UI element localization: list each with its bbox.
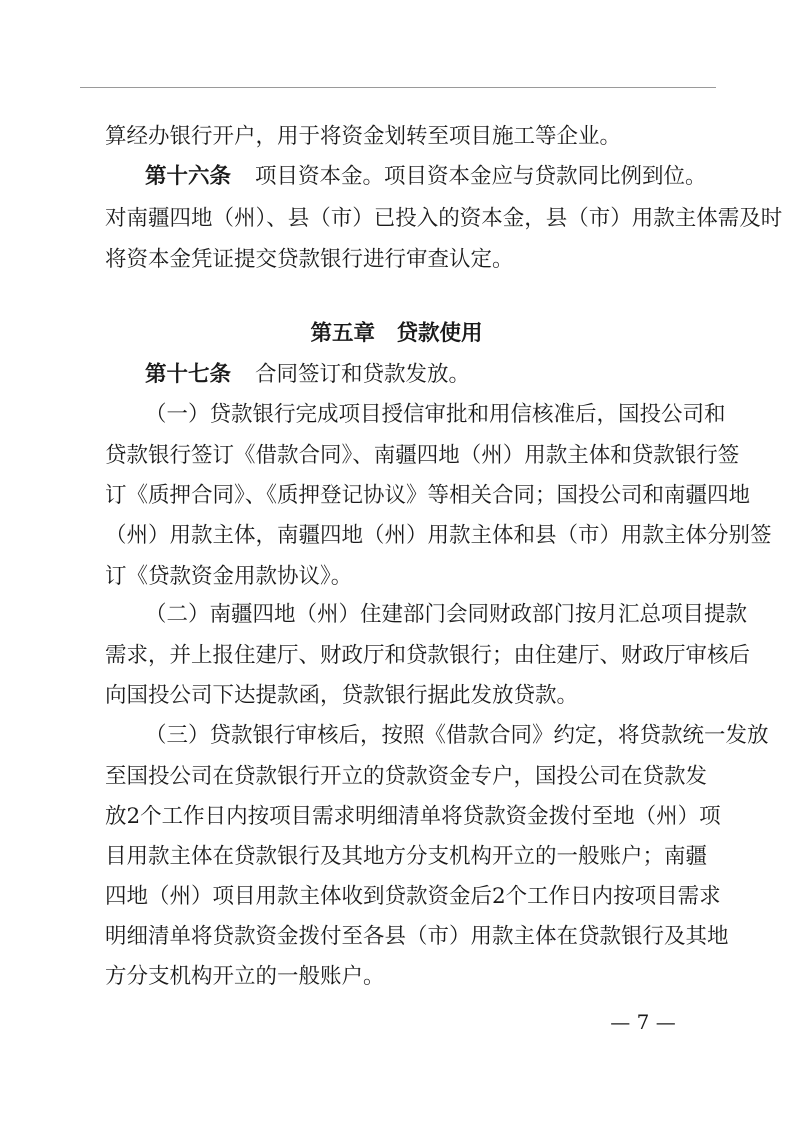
- article-16-first-line: 第十六条 项目资本金。项目资本金应与贷款同比例到位。: [145, 164, 707, 189]
- paragraph-line: 贷款银行签订《借款合同》、南疆四地（州）用款主体和贷款银行签: [105, 443, 740, 468]
- paragraph-line: （三）贷款银行审核后，按照《借款合同》约定，将贷款统一发放: [145, 723, 769, 748]
- paragraph-line: 订《质押合同》、《质押登记协议》等相关合同；国投公司和南疆四地: [105, 483, 751, 508]
- paragraph-line: 算经办银行开户，用于将资金划转至项目施工等企业。: [105, 124, 622, 149]
- paragraph-line: 四地（州）项目用款主体收到贷款资金后2个工作日内按项目需求: [105, 884, 721, 909]
- paragraph-line: 对南疆四地（州）、县（市）已投入的资本金，县（市）用款主体需及时: [105, 206, 783, 231]
- article-17-first-line: 第十七条 合同签订和贷款发放。: [145, 362, 471, 387]
- paragraph-line: 需求，并上报住建厅、财政厅和贷款银行；由住建厅、财政厅审核后: [105, 643, 751, 668]
- page-number: — 7 —: [610, 1010, 676, 1034]
- chapter-title: 第五章 贷款使用: [310, 321, 483, 346]
- paragraph-line: 至国投公司在贷款银行开立的贷款资金专户，国投公司在贷款发: [105, 764, 708, 789]
- paragraph-line: （州）用款主体，南疆四地（州）用款主体和县（市）用款主体分别签: [105, 523, 772, 548]
- paragraph-line: 明细清单将贷款资金拨付至各县（市）用款主体在贷款银行及其地: [105, 924, 729, 949]
- paragraph-line: （一）贷款银行完成项目授信审批和用信核准后，国投公司和: [145, 402, 726, 427]
- paragraph-line: 放2个工作日内按项目需求明细清单将贷款资金拨付至地（州）项: [105, 804, 721, 829]
- paragraph-line: （二）南疆四地（州）住建部门会同财政部门按月汇总项目提款: [145, 602, 748, 627]
- article-17-heading: 第十七条: [145, 362, 232, 387]
- paragraph-line: 向国投公司下达提款函，贷款银行据此发放贷款。: [105, 683, 579, 708]
- paragraph-line: 方分支机构开立的一般账户。: [105, 964, 385, 989]
- paragraph-line: 订《贷款资金用款协议》。: [105, 564, 353, 589]
- header-rule: [80, 87, 716, 88]
- paragraph-line: 目用款主体在贷款银行及其地方分支机构开立的一般账户；南疆: [105, 844, 708, 869]
- article-16-heading: 第十六条: [145, 164, 232, 189]
- paragraph-line: 将资本金凭证提交贷款银行进行审查认定。: [105, 247, 514, 272]
